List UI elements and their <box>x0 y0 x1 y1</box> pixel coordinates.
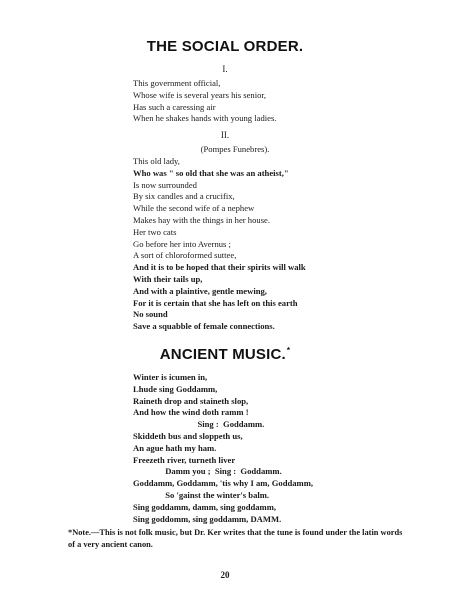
poem-line: Freezeth river, turneth liver <box>133 454 236 465</box>
section-numeral-1: I. <box>222 64 228 74</box>
poem-line: No sound <box>133 309 168 320</box>
poem-line: And with a plaintive, gentle mewing, <box>133 285 267 296</box>
poem-line: Whose wife is several years his senior, <box>133 89 267 100</box>
footnote: *Note.—This is not folk music, but Dr. Ker writes that the tune is found under the latin words of a very ancient canon. <box>68 528 403 549</box>
poem-line: Sing goddamm, damm, sing goddamm, <box>133 501 277 512</box>
poem-line: Has such a caressing air <box>133 101 216 112</box>
poem-title-social-order: THE SOCIAL ORDER. <box>146 38 304 55</box>
poem-line: Lhude sing Goddamm, <box>133 383 218 394</box>
poem-line: While the second wife of a nephew <box>133 203 255 214</box>
poem-stanza-1 <box>133 78 276 125</box>
poem-line: With their tails up, <box>133 273 203 284</box>
poem-line: Sing goddomm, sing goddamm, DAMM. <box>133 513 282 524</box>
page-number: 20 <box>220 570 230 580</box>
poem-line: This old lady, <box>133 156 180 166</box>
poem-line: And it is to be hoped that their spirits will walk <box>133 262 306 273</box>
poem-line: Winter is icumen in, <box>133 372 208 382</box>
poem-stanza-ancient-music <box>133 372 313 525</box>
poem-line: An ague hath my ham. <box>133 442 217 453</box>
poem-stanza-2 <box>133 156 306 333</box>
section-subtitle: (Pompes Funebres). <box>200 144 270 154</box>
poem-title-ancient-music <box>0 346 450 363</box>
poem-line: This government official, <box>133 78 221 88</box>
poem-line: By six candles and a crucifix, <box>133 191 235 202</box>
poem-line: For it is certain that she has left on this earth <box>133 297 298 308</box>
poem-title-text: ANCIENT MUSIC. <box>159 346 286 363</box>
poem-line: Damm you ; Sing : Goddamm. <box>133 466 282 477</box>
poem-line: Goddamm, Goddamm, 'tis why I am, Goddamm, <box>133 478 314 489</box>
poem-line: Skiddeth bus and sloppeth us, <box>133 430 243 441</box>
poem-line: Sing : Goddamm. <box>133 419 265 430</box>
poem-line: A sort of chloroformed suttee, <box>133 250 237 261</box>
footnote-mark: * <box>286 346 291 355</box>
poem-line: Raineth drop and staineth slop, <box>133 395 249 406</box>
poem-line: Go before her into Avernus ; <box>133 238 231 249</box>
poem-line: Is now surrounded <box>133 179 197 190</box>
poem-line: And how the wind doth ramm ! <box>133 407 249 418</box>
poem-line: Makes hay with the things in her house. <box>133 214 271 225</box>
section-numeral-2: II. <box>220 130 230 140</box>
poem-line: Who was " so old that she was an atheist," <box>133 167 289 178</box>
poem-line: So 'gainst the winter's balm. <box>133 489 270 500</box>
poem-line: Her two cats <box>133 226 177 237</box>
poem-line: When he shakes hands with young ladies. <box>133 113 277 124</box>
poem-line: Save a squabble of female connections. <box>133 321 275 332</box>
